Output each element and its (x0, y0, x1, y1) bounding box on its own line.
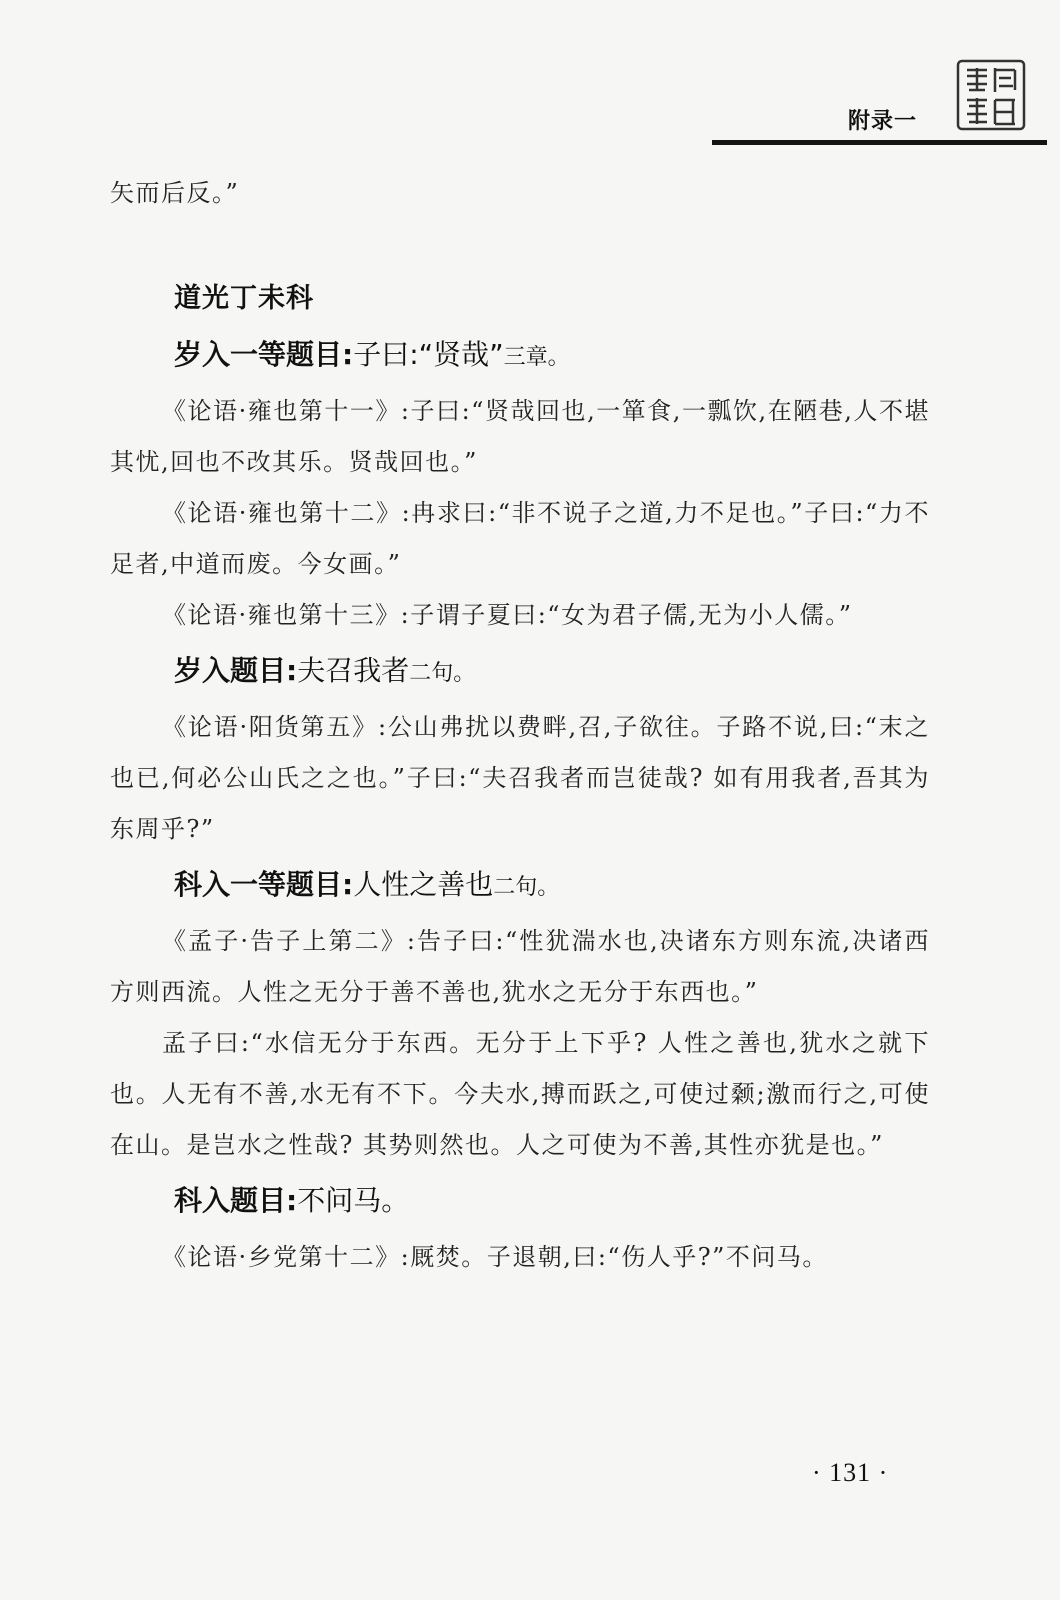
topic-note: 三章。 (503, 345, 570, 370)
citation-paragraph: 《论语·雍也第十三》:子谓子夏曰:“女为君子儒,无为小人儒。” (162, 601, 853, 629)
citation-paragraph: 《论语·雍也第十二》:冉求曰:“非不说子之道,力不足也。”子曰:“力不足者,中道而废。今女画。” (110, 499, 930, 578)
topic-label: 岁入一等题目: (174, 338, 354, 371)
topic-note: 二句。 (493, 875, 560, 900)
topic-heading (174, 1175, 930, 1230)
citation-paragraph: 孟子曰:“水信无分于东西。无分于上下乎? 人性之善也,犹水之就下也。人无有不善,水无有不下。今夫水,搏而跃之,可使过颡;激而行之,可使在山。是岂水之性哉? 其势则然也。人之可使为不善,其性亦犹是也。” (110, 1029, 930, 1159)
running-header (0, 0, 1060, 160)
page-content (110, 168, 930, 1283)
topic-note: 二句。 (409, 661, 476, 686)
topic-label: 科入一等题目: (174, 868, 354, 901)
topic-text: 夫召我者 (297, 654, 410, 687)
topic-label: 科入题目: (174, 1184, 298, 1217)
seal-logo-icon (955, 58, 1027, 132)
citation-paragraph: 《论语·乡党第十二》:厩焚。子退朝,曰:“伤人乎?”不问马。 (162, 1243, 828, 1271)
chapter-label: 附录一 (848, 109, 918, 134)
topic-heading (174, 645, 930, 700)
section-title: 道光丁未科 (174, 283, 314, 314)
topic-text: 不问马。 (297, 1184, 410, 1217)
citation-paragraph: 《论语·阳货第五》:公山弗扰以费畔,召,子欲往。子路不说,曰:“末之也已,何必公山氏之之也。”子曰:“夫召我者而岂徒哉? 如有用我者,吾其为东周乎?” (110, 713, 930, 843)
topic-text: 子曰:“贤哉” (353, 338, 504, 371)
header-rule (712, 140, 1047, 145)
topic-heading (174, 329, 930, 384)
page-number: · 131 · (812, 1458, 889, 1487)
citation-paragraph: 《孟子·告子上第二》:告子曰:“性犹湍水也,决诸东方则东流,决诸西方则西流。人性之无分于善不善也,犹水之无分于东西也。” (110, 927, 930, 1006)
topic-label: 岁入题目: (174, 654, 298, 687)
topic-text: 人性之善也 (353, 868, 494, 901)
continuation-text: 矢而后反。” (110, 179, 240, 207)
citation-paragraph: 《论语·雍也第十一》:子曰:“贤哉回也,一箪食,一瓢饮,在陋巷,人不堪其忧,回也不改其乐。贤哉回也。” (110, 397, 930, 476)
topic-heading (174, 859, 930, 914)
